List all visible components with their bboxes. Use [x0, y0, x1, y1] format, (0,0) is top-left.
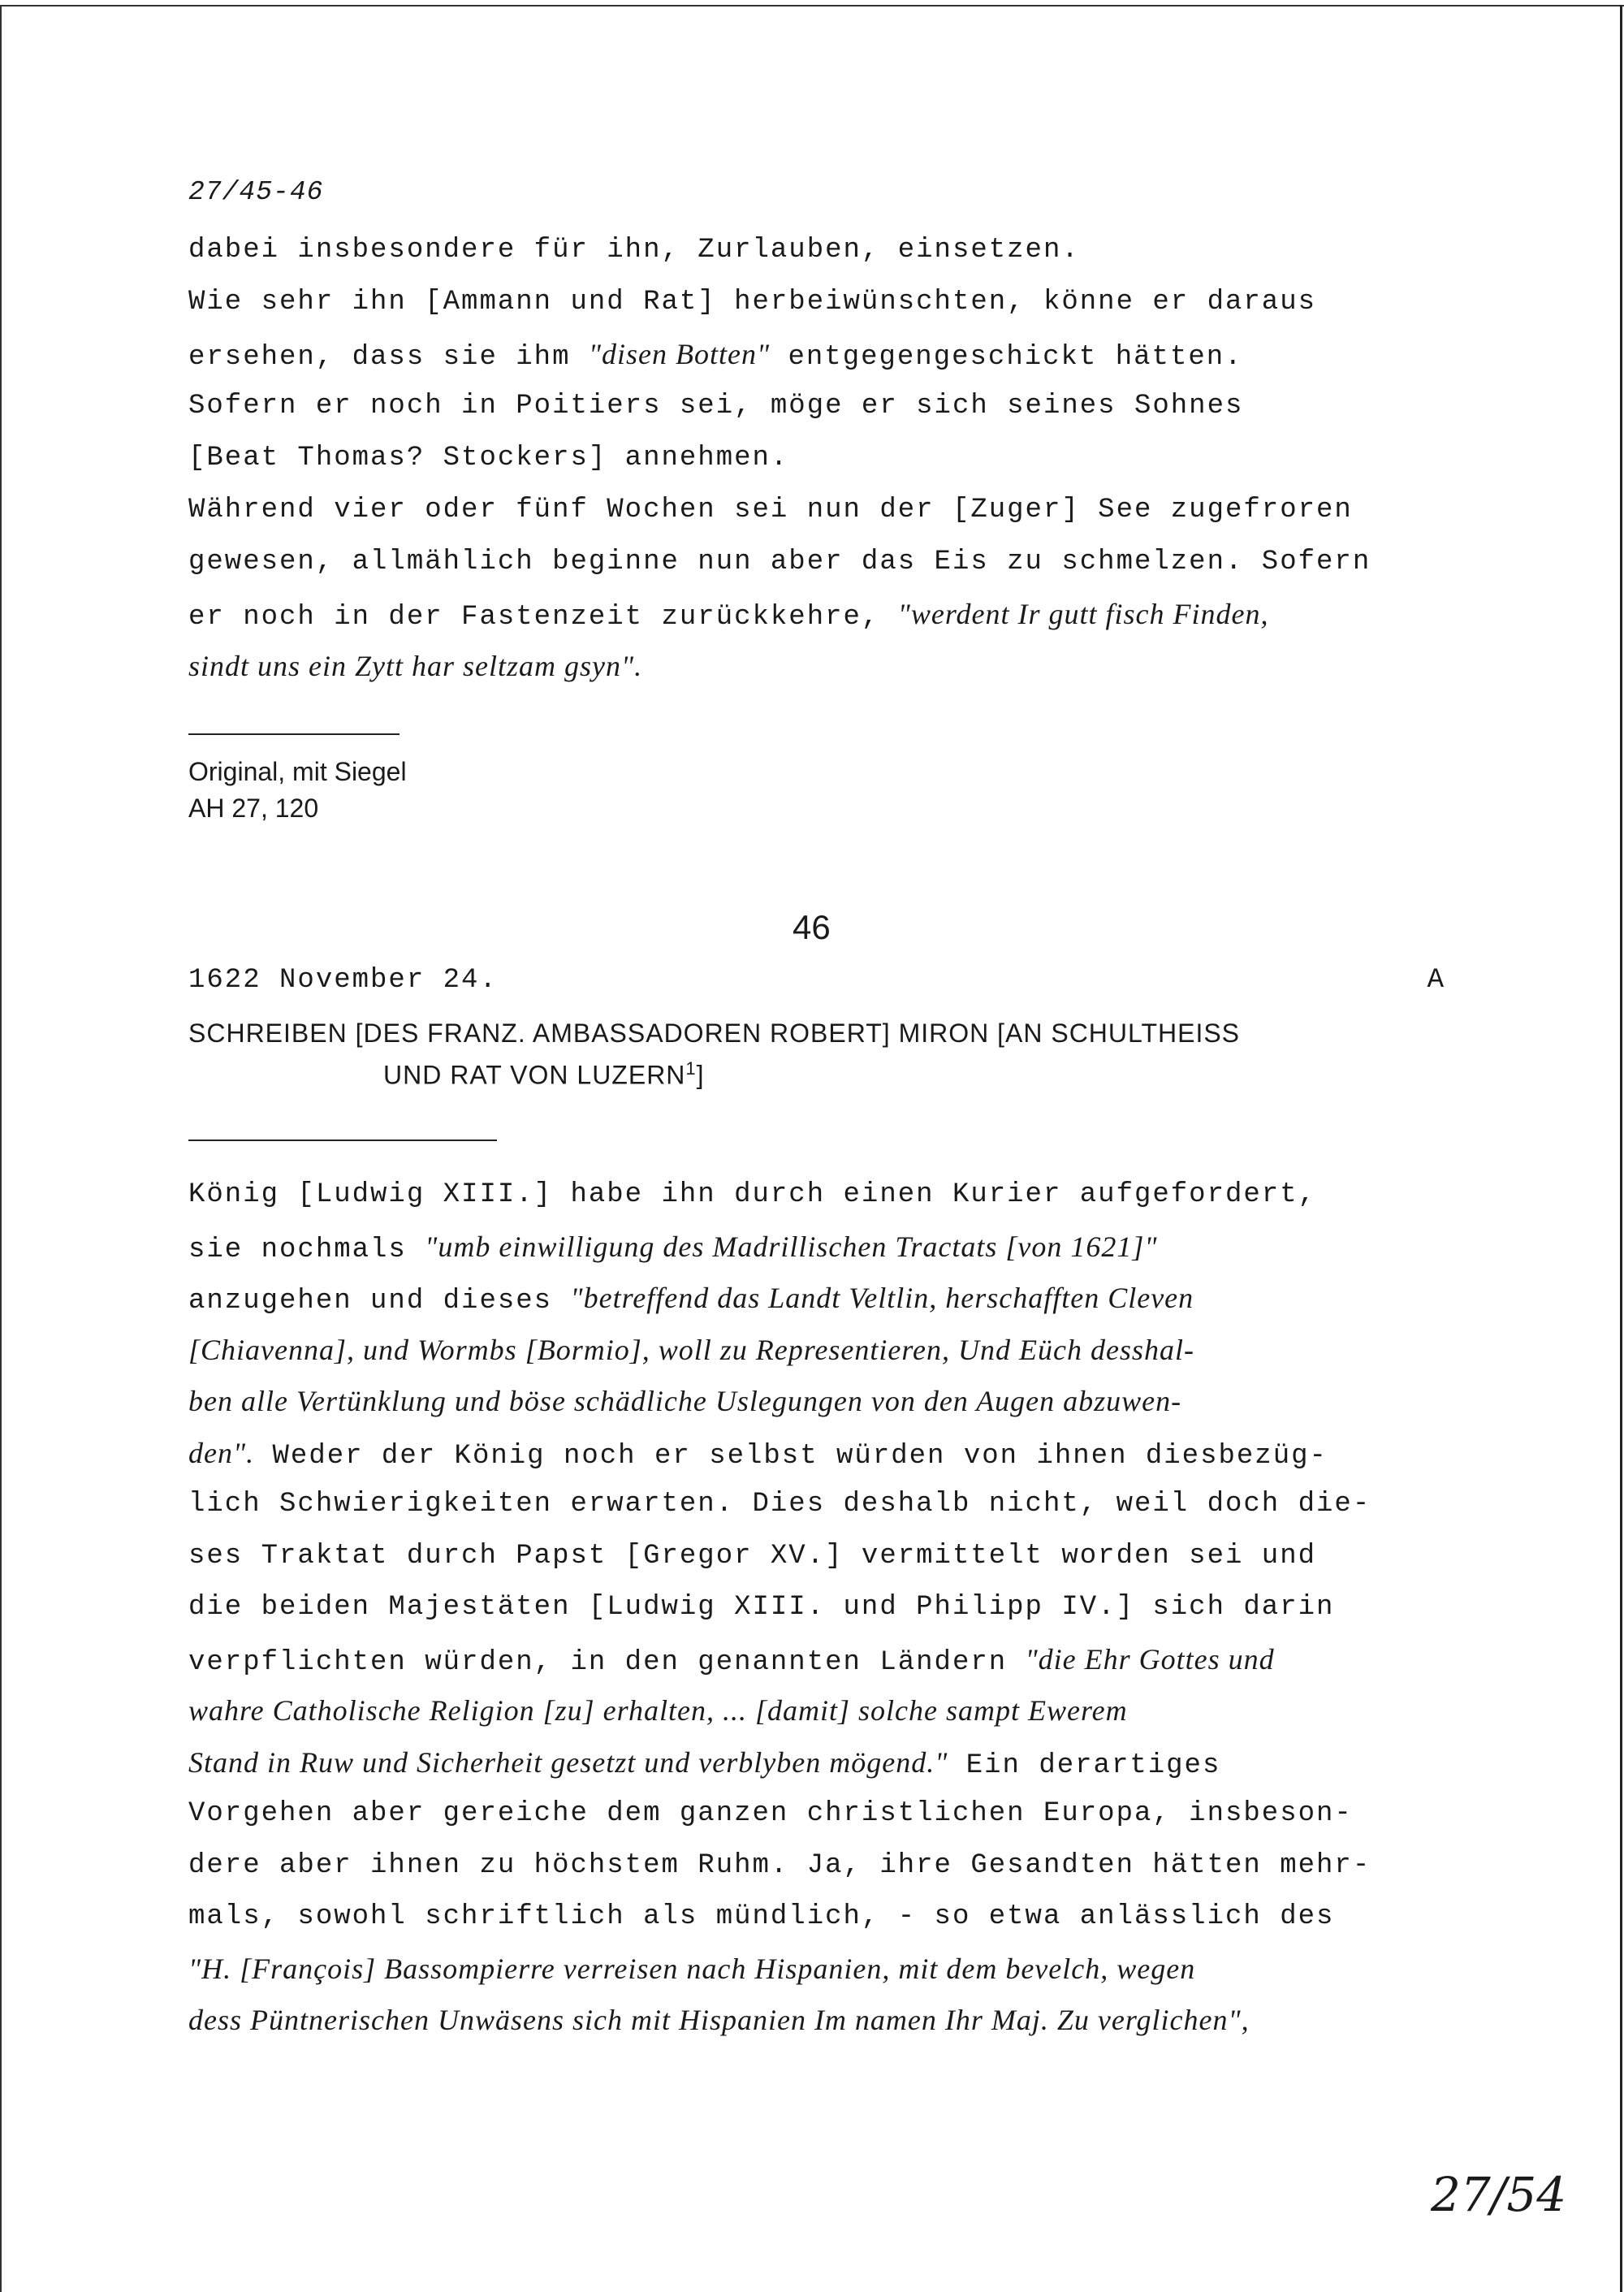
- source-line: AH 27, 120: [188, 794, 319, 823]
- scan-border-left: [0, 5, 2, 2292]
- entry-45-text: [188, 224, 1455, 692]
- text-line: [188, 1325, 1455, 1377]
- quoted-source-text: Stand in Ruw und Sicherheit gesetzt und verblyben mögend.": [188, 1745, 948, 1779]
- heading-line: SCHREIBEN [DES FRANZ. AMBASSADOREN ROBERT] MIRON [AN SCHULTHEISS: [188, 1018, 1241, 1048]
- summary-text: [Beat Thomas? Stockers] annehmen.: [188, 443, 789, 474]
- text-line: [188, 1944, 1455, 1996]
- summary-text: mals, sowohl schriftlich als mündlich, - so etwa anlässlich des: [188, 1901, 1335, 1932]
- page-number: 27/54: [1431, 2167, 1567, 2222]
- text-line: [188, 432, 1455, 484]
- text-line: [188, 380, 1455, 432]
- summary-text: König [Ludwig XIII.] habe ihn durch einen Kurier aufgefordert,: [188, 1179, 1317, 1210]
- quoted-source-text: "betreffend das Landt Veltlin, herschafften Cleven: [570, 1282, 1194, 1314]
- separator-rule: [188, 1140, 497, 1141]
- text-line: [188, 1995, 1455, 2047]
- quoted-source-text: "disen Botten": [588, 338, 771, 370]
- text-line: [188, 1273, 1455, 1325]
- text-line: [188, 1376, 1455, 1428]
- summary-text: verpflichten würden, in den genannten Ländern: [188, 1646, 1026, 1678]
- text-line: [188, 1737, 1455, 1789]
- quoted-source-text: "umb einwilligung des Madrillischen Tractats [von 1621]": [425, 1230, 1158, 1263]
- summary-text: Sofern er noch in Poitiers sei, möge er sich seines Sohnes: [188, 391, 1244, 422]
- heading-close: ]: [696, 1060, 705, 1090]
- text-line: [188, 1479, 1455, 1531]
- document-letter: A: [1427, 965, 1444, 996]
- summary-text: Ein derartiges: [948, 1749, 1221, 1781]
- text-line: [188, 1222, 1455, 1274]
- text-line: [188, 328, 1455, 380]
- text-line: [188, 1685, 1455, 1737]
- heading-text: UND RAT VON LUZERN: [383, 1060, 686, 1090]
- source-note: [188, 754, 1455, 827]
- quoted-source-text: "werdent Ir gutt fisch Finden,: [897, 598, 1269, 630]
- document-date: 1622 November 24.: [188, 965, 498, 996]
- summary-text: sie nochmals: [188, 1234, 425, 1265]
- source-line: Original, mit Siegel: [188, 757, 407, 786]
- text-line: [188, 536, 1455, 588]
- page-reference: 27/45-46: [188, 177, 324, 207]
- heading-line: [188, 1051, 1455, 1093]
- text-line: [188, 588, 1455, 640]
- text-line: [188, 276, 1455, 328]
- text-line: [188, 1531, 1455, 1583]
- text-line: [188, 1634, 1455, 1686]
- document-number: 46: [793, 908, 831, 946]
- scan-border-right: [1620, 5, 1622, 2292]
- quoted-source-text: wahre Catholische Religion [zu] erhalten, ... [damit] solche sampt Ewerem: [188, 1694, 1128, 1727]
- summary-text: dere aber ihnen zu höchstem Ruhm. Ja, ihre Gesandten hätten mehr-: [188, 1849, 1371, 1881]
- summary-text: ses Traktat durch Papst [Gregor XV.] vermittelt worden sei und: [188, 1540, 1317, 1572]
- text-line: [188, 484, 1455, 536]
- footnote-marker: 1: [685, 1058, 697, 1079]
- quoted-source-text: "die Ehr Gottes und: [1025, 1642, 1275, 1676]
- text-line: [188, 1892, 1455, 1944]
- quoted-source-text: [Chiavenna], und Wormbs [Bormio], woll zu Representieren, Und Eüch desshal-: [188, 1333, 1194, 1366]
- summary-text: anzugehen und dieses: [188, 1286, 571, 1317]
- summary-text: entgegengeschickt hätten.: [770, 342, 1243, 373]
- text-line: [188, 1170, 1455, 1222]
- quoted-source-text: dess Püntnerischen Unwäsens sich mit Hispanien Im namen Ihr Maj. Zu verglichen",: [188, 2004, 1250, 2036]
- text-line: [188, 1840, 1455, 1892]
- quoted-source-text: "H. [François] Bassompierre verreisen nach Hispanien, mit dem bevelch, wegen: [188, 1952, 1196, 1985]
- summary-text: er noch in der Fastenzeit zurückkehre,: [188, 602, 898, 633]
- summary-text: Wie sehr ihn [Ammann und Rat] herbeiwünschten, könne er daraus: [188, 287, 1317, 318]
- text-line: [188, 1428, 1455, 1480]
- scan-border-top: [0, 5, 1624, 6]
- summary-text: die beiden Majestäten [Ludwig XIII. und Philipp IV.] sich darin: [188, 1592, 1335, 1623]
- text-line: [188, 1582, 1455, 1634]
- quoted-source-text: den".: [188, 1436, 255, 1469]
- text-line: [188, 1788, 1455, 1840]
- text-line: [188, 224, 1455, 276]
- separator-rule: [188, 733, 400, 735]
- entry-46-text: [188, 1170, 1455, 2047]
- summary-text: lich Schwierigkeiten erwarten. Dies deshalb nicht, weil doch die-: [188, 1489, 1371, 1520]
- document-heading: [188, 1015, 1455, 1093]
- summary-text: gewesen, allmählich beginne nun aber das Eis zu schmelzen. Sofern: [188, 547, 1371, 577]
- quoted-source-text: ben alle Vertünklung und böse schädliche Uslegungen von den Augen abzuwen-: [188, 1385, 1182, 1417]
- text-line: [188, 640, 1455, 692]
- summary-text: dabei insbesondere für ihn, Zurlauben, einsetzen.: [188, 235, 1080, 266]
- summary-text: ersehen, dass sie ihm: [188, 342, 589, 373]
- summary-text: Vorgehen aber gereiche dem ganzen christlichen Europa, insbeson-: [188, 1798, 1353, 1829]
- quoted-source-text: sindt uns ein Zytt har seltzam gsyn".: [188, 650, 643, 682]
- summary-text: Weder der König noch er selbst würden von ihnen diesbezüg-: [254, 1440, 1328, 1472]
- summary-text: Während vier oder fünf Wochen sei nun der [Zuger] See zugefroren: [188, 495, 1353, 525]
